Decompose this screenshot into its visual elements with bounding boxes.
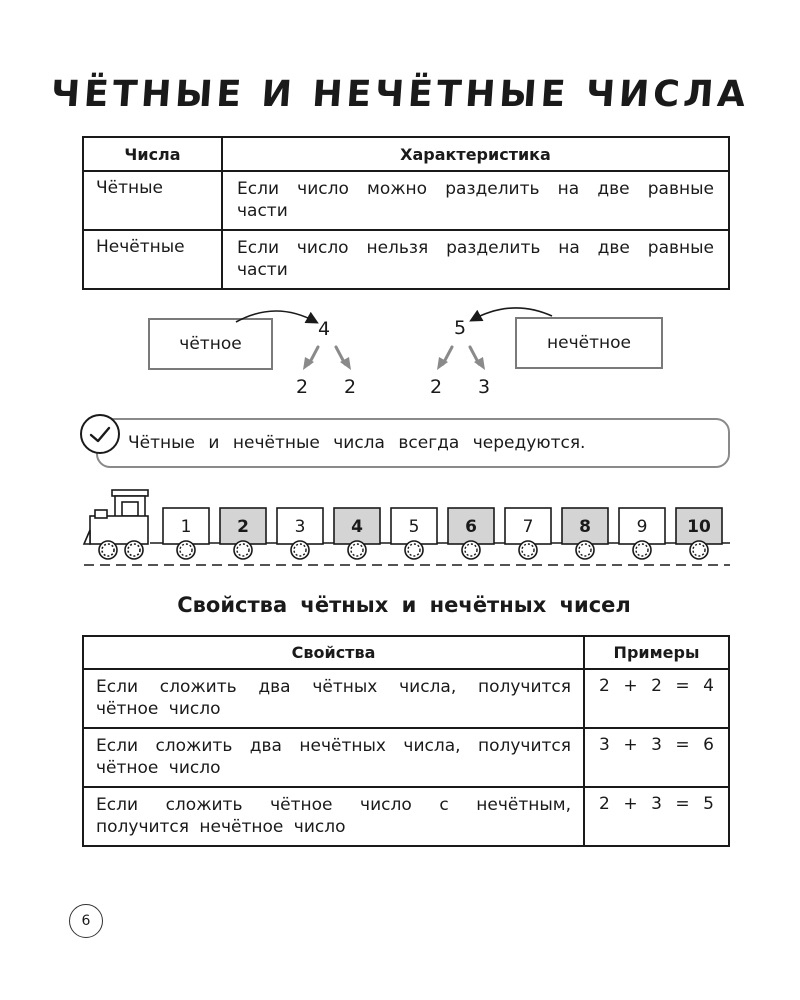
column-header: Примеры bbox=[584, 636, 729, 669]
even-part-left: 2 bbox=[296, 376, 309, 398]
odd-number: 5 bbox=[454, 317, 467, 339]
number-type-cell: Чётные bbox=[83, 171, 222, 230]
train-car-number: 3 bbox=[294, 517, 306, 537]
locomotive-icon bbox=[84, 490, 148, 559]
check-icon bbox=[80, 414, 120, 454]
train-car-number: 8 bbox=[579, 517, 591, 537]
example-cell: 2 + 3 = 5 bbox=[584, 787, 729, 846]
number-train bbox=[0, 480, 800, 575]
train-car bbox=[334, 508, 380, 559]
property-cell: Если сложить два нечётных числа, получится чётное число bbox=[83, 728, 584, 787]
train-car-number: 10 bbox=[687, 517, 711, 537]
table-header-row bbox=[83, 636, 729, 669]
train-car-number: 6 bbox=[465, 517, 477, 537]
characteristic-cell: Если число можно разделить на две равные части bbox=[222, 171, 729, 230]
train-car bbox=[676, 508, 722, 559]
section-title: Свойства чётных и нечётных чисел bbox=[177, 593, 631, 617]
rule-callout bbox=[96, 418, 730, 468]
odd-part-right: 3 bbox=[478, 376, 491, 398]
train-car-number: 9 bbox=[636, 517, 648, 537]
train-car bbox=[163, 508, 209, 559]
example-cell: 3 + 3 = 6 bbox=[584, 728, 729, 787]
page-title: ЧЁТНЫЕ И НЕЧЁТНЫЕ ЧИСЛА bbox=[49, 74, 751, 115]
train-car bbox=[277, 508, 323, 559]
curved-arrow-icon bbox=[472, 308, 552, 320]
column-header: Свойства bbox=[83, 636, 584, 669]
train-car bbox=[562, 508, 608, 559]
odd-label-box: нечётное bbox=[515, 317, 663, 369]
odd-part-left: 2 bbox=[430, 376, 443, 398]
split-arrows bbox=[0, 0, 800, 420]
train-car-number: 7 bbox=[522, 517, 534, 537]
property-cell: Если сложить чётное число с нечётным, получится нечётное число bbox=[83, 787, 584, 846]
property-cell: Если сложить два чётных числа, получится чётное число bbox=[83, 669, 584, 728]
number-type-cell: Нечётные bbox=[83, 230, 222, 289]
example-cell: 2 + 2 = 4 bbox=[584, 669, 729, 728]
page-number: 6 bbox=[69, 904, 103, 938]
train-car-number: 1 bbox=[180, 517, 192, 537]
table-row bbox=[83, 669, 729, 728]
train-car bbox=[619, 508, 665, 559]
even-label-box: чётное bbox=[148, 318, 273, 370]
properties-table bbox=[82, 635, 730, 847]
train-car-number: 5 bbox=[408, 517, 420, 537]
train-car bbox=[448, 508, 494, 559]
train-car bbox=[220, 508, 266, 559]
column-header: Числа bbox=[83, 137, 222, 171]
even-part-right: 2 bbox=[344, 376, 357, 398]
column-header: Характеристика bbox=[222, 137, 729, 171]
curved-arrow-icon bbox=[236, 311, 316, 322]
train-car bbox=[505, 508, 551, 559]
rule-text: Чётные и нечётные числа всегда чередуются. bbox=[128, 433, 586, 453]
train-car-number: 2 bbox=[237, 517, 249, 537]
table-row bbox=[83, 728, 729, 787]
even-number: 4 bbox=[318, 318, 331, 340]
train-car-number: 4 bbox=[351, 517, 363, 537]
characteristic-cell: Если число нельзя разделить на две равные части bbox=[222, 230, 729, 289]
train-car bbox=[391, 508, 437, 559]
table-row bbox=[83, 787, 729, 846]
